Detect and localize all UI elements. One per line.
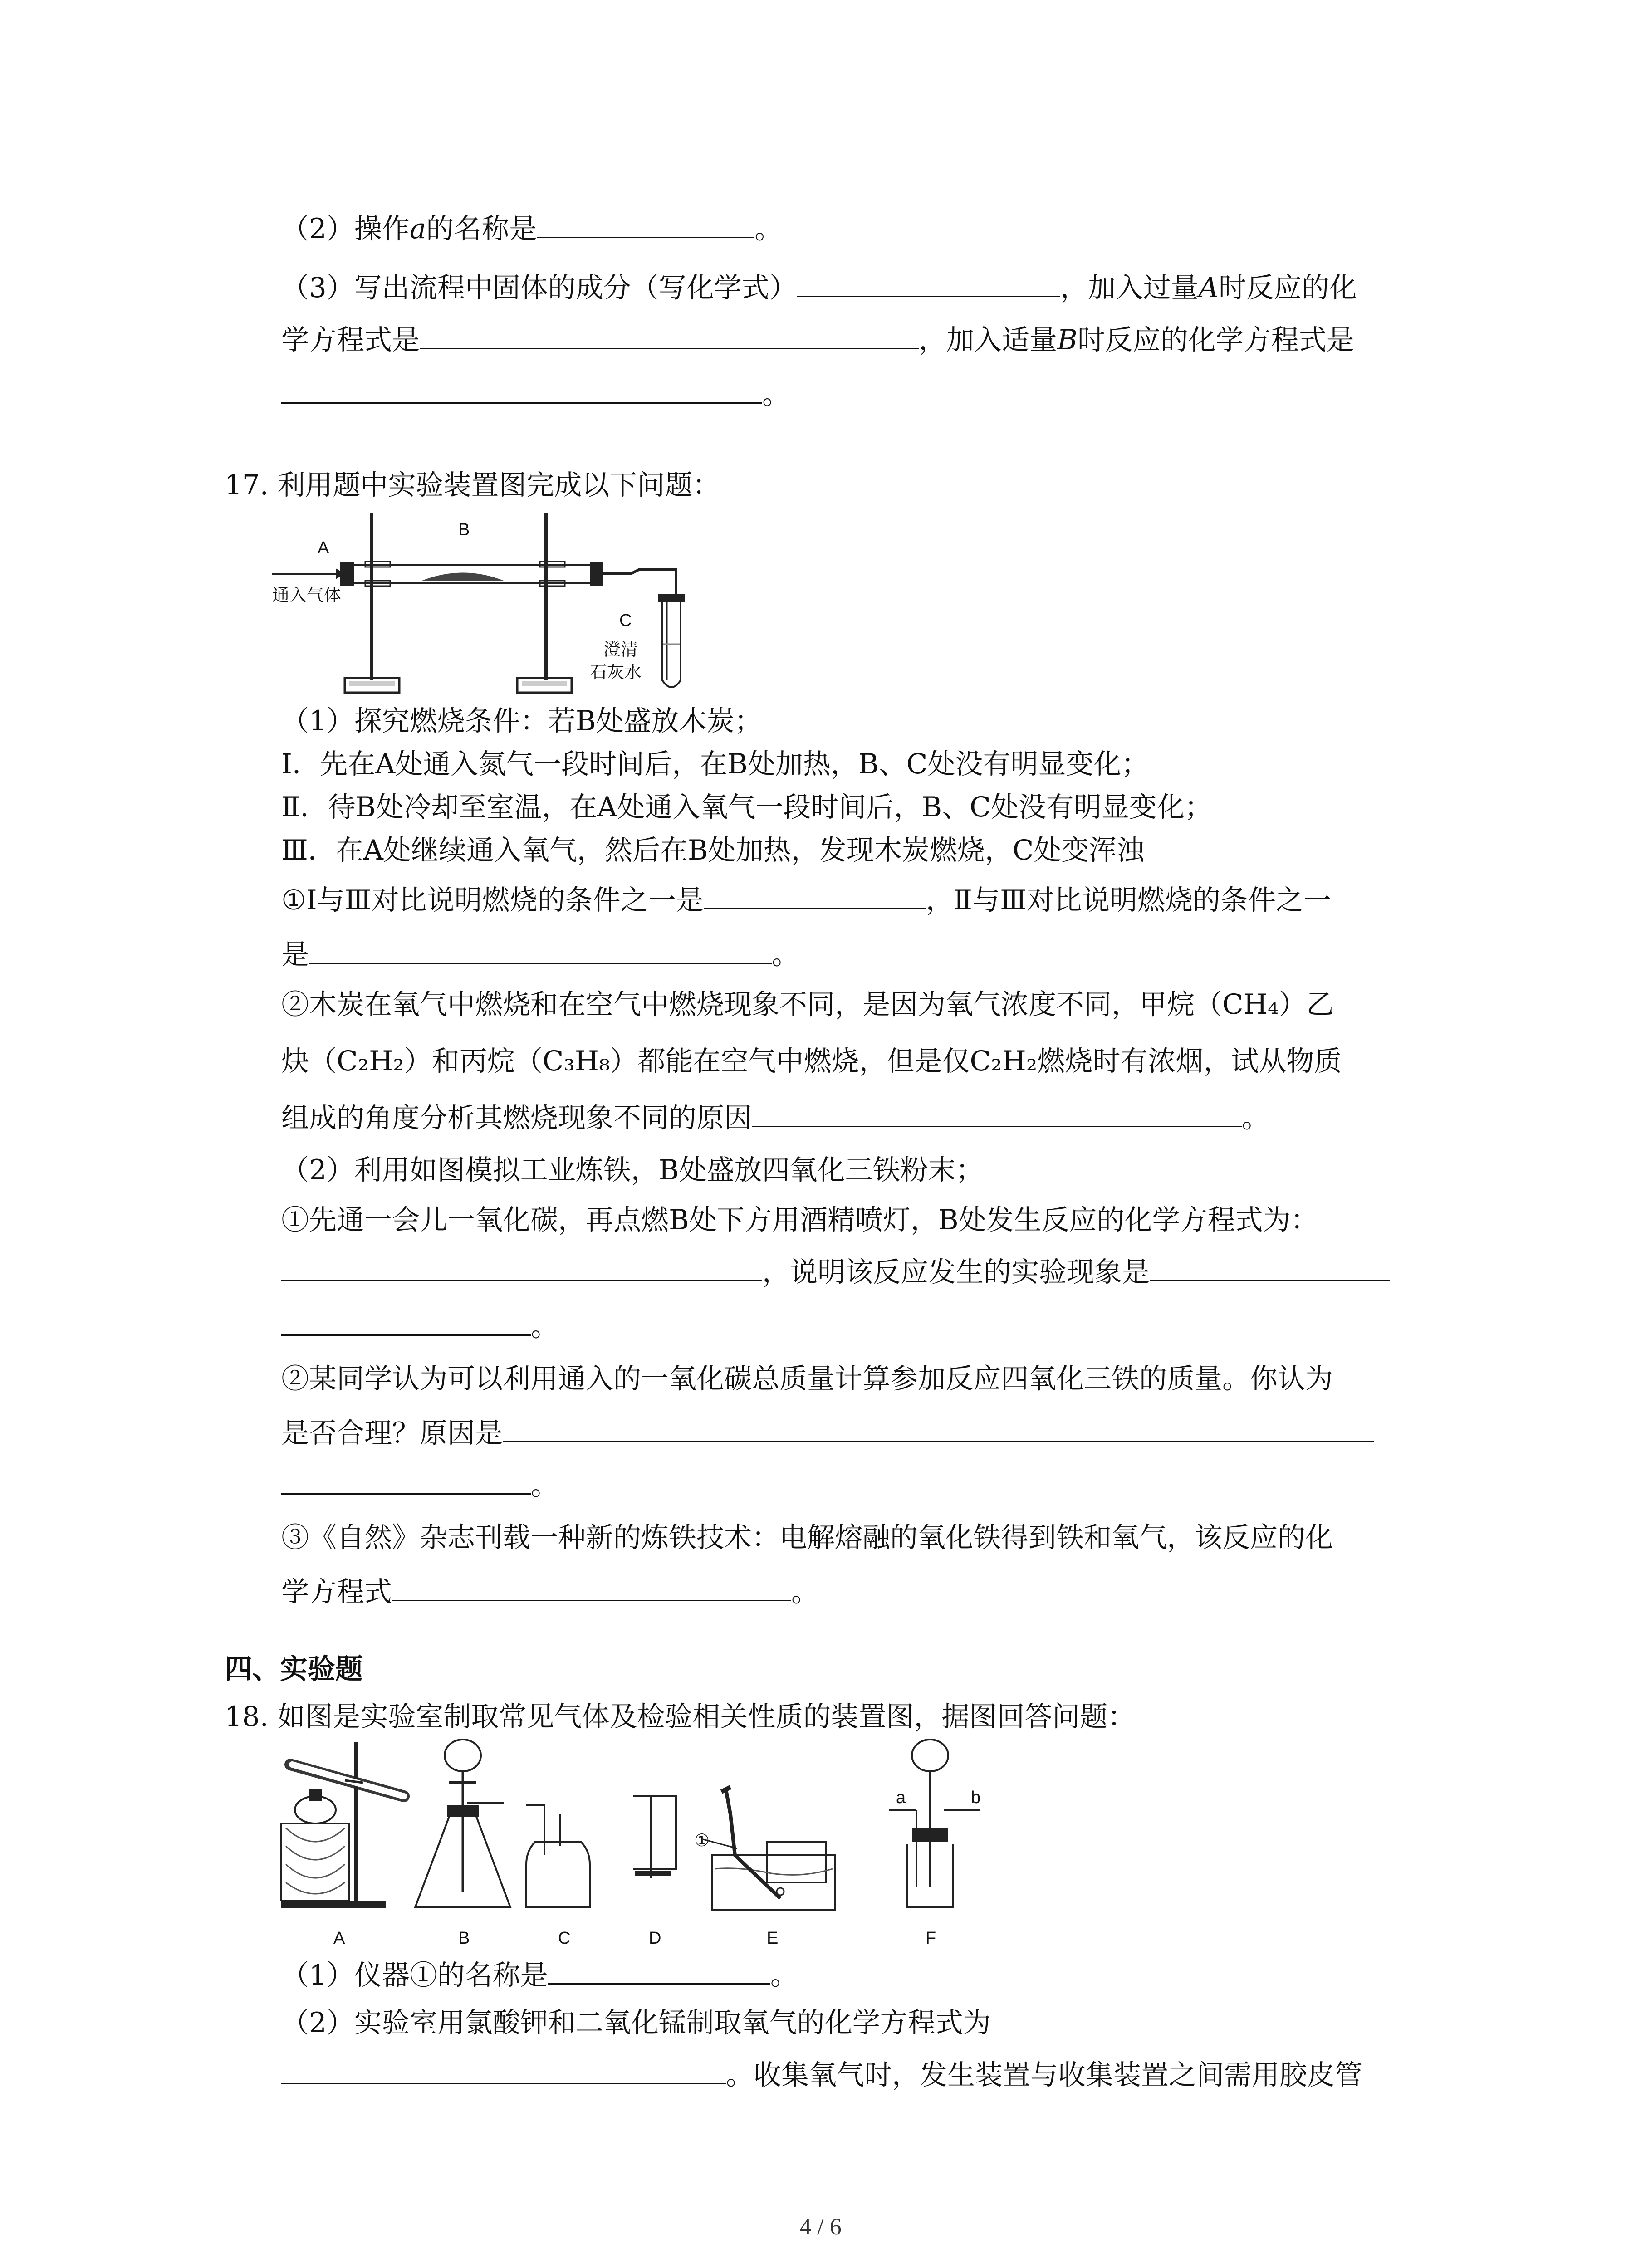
q17-step-iii: Ⅲ．在A处继续通入氧气，然后在B处加热，发现木炭燃烧，C处变浑浊 xyxy=(281,834,1145,866)
q17-q2-line1: ②木炭在氧气中燃烧和在空气中燃烧现象不同，是因为氧气浓度不同，甲烷（CH₄）乙 xyxy=(281,988,1334,1021)
answer-blank[interactable] xyxy=(537,209,754,238)
answer-blank[interactable] xyxy=(797,268,1060,297)
answer-blank[interactable] xyxy=(503,1413,1374,1442)
answer-blank[interactable] xyxy=(752,1098,1242,1127)
answer-blank[interactable] xyxy=(704,880,926,909)
q17-step-ii: Ⅱ．待B处冷却至室温，在A处通入氧气一段时间后，B、C处没有明显变化； xyxy=(281,791,1212,823)
fig-label-a: A xyxy=(333,1929,345,1948)
fig-label-f: F xyxy=(926,1929,936,1948)
fig-mark-circle1: ① xyxy=(694,1831,710,1850)
q17-stem: 17. 利用题中实验装置图完成以下问题： xyxy=(225,469,720,501)
q18-part1: （1）仪器①的名称是 。 xyxy=(281,1955,798,1994)
q17-step-i: I．先在A处通入氮气一段时间后，在B处加热，B、C处没有明显变化； xyxy=(281,748,1149,780)
answer-blank[interactable] xyxy=(309,934,772,964)
q17-part2: （2）利用如图模拟工业炼铁，B处盛放四氧化三铁粉末； xyxy=(281,1154,984,1186)
answer-blank[interactable] xyxy=(548,1955,770,1984)
fig-mark-b: b xyxy=(971,1788,981,1807)
q17-d3-line1: ③《自然》杂志刊载一种新的炼铁技术：电解熔融的氧化铁得到铁和氧气，该反应的化 xyxy=(281,1521,1333,1554)
q16-part3-line3: 。 xyxy=(281,374,790,413)
fig-label-lime1: 澄清 xyxy=(603,640,638,660)
fig-label-c: C xyxy=(619,611,632,630)
q18-part2-line2: 。收集氧气时，发生装置与收集装置之间需用胶皮管 xyxy=(281,2055,1362,2093)
answer-blank[interactable] xyxy=(281,1306,531,1336)
page-number: 4 / 6 xyxy=(799,2214,842,2240)
q17-d1-line2: ，说明该反应发生的实验现象是 xyxy=(281,1252,1390,1290)
q17-q1-line2: 是 。 xyxy=(281,934,799,973)
q17-d2-line3: 。 xyxy=(281,1465,558,1504)
answer-blank[interactable] xyxy=(420,320,919,349)
answer-blank[interactable] xyxy=(281,1252,762,1281)
fig-label-gas: 通入气体 xyxy=(272,586,342,605)
answer-blank[interactable] xyxy=(1150,1252,1390,1281)
fig-label-b: B xyxy=(458,520,470,539)
fig-mark-a: a xyxy=(896,1788,906,1807)
answer-blank[interactable] xyxy=(392,1572,791,1601)
q17-apparatus-figure xyxy=(272,508,703,703)
fig-label-c: C xyxy=(558,1929,571,1948)
q17-d1-line1: ①先通一会儿一氧化碳，再点燃B处下方用酒精喷灯，B处发生反应的化学方程式为： xyxy=(281,1204,1318,1236)
answer-blank[interactable] xyxy=(281,1465,531,1495)
q17-q2-line2: 炔（C₂H₂）和丙烷（C₃H₈）都能在空气中燃烧，但是仅C₂H₂燃烧时有浓烟，试从物质 xyxy=(281,1045,1342,1077)
q17-d2-line1: ②某同学认为可以利用通入的一氧化碳总质量计算参加反应四氧化三铁的质量。你认为 xyxy=(281,1363,1333,1395)
q18-part2-line1: （2）实验室用氯酸钾和二氧化锰制取氧气的化学方程式为 xyxy=(281,2007,991,2039)
q17-q2-line3: 组成的角度分析其燃烧现象不同的原因 。 xyxy=(281,1098,1269,1136)
fig-label-a: A xyxy=(318,538,329,557)
q16-part3-line2: 学方程式是 ，加入适量B时反应的化学方程式是 xyxy=(281,320,1354,358)
fig-label-b: B xyxy=(458,1929,470,1948)
q17-part1: （1）探究燃烧条件：若B处盛放木炭； xyxy=(281,705,762,737)
q17-d2-line2: 是否合理？原因是 xyxy=(281,1413,1374,1452)
answer-blank[interactable] xyxy=(281,2055,726,2084)
fig-label-d: D xyxy=(649,1929,661,1948)
fig-label-lime2: 石灰水 xyxy=(590,663,642,682)
q17-d1-line3: 。 xyxy=(281,1306,558,1345)
q17-d3-line2: 学方程式 。 xyxy=(281,1572,819,1610)
fig-label-e: E xyxy=(767,1929,779,1948)
answer-blank[interactable] xyxy=(281,374,762,404)
q16-part2: （2）操作a的名称是 。 xyxy=(281,209,782,247)
q16-part3-line1: （3）写出流程中固体的成分（写化学式） ，加入过量A时反应的化 xyxy=(281,268,1357,306)
section-heading: 四、实验题 xyxy=(225,1653,363,1685)
q18-apparatus-figure xyxy=(272,1737,1021,1950)
q18-stem: 18. 如图是实验室制取常见气体及检验相关性质的装置图，据图回答问题： xyxy=(225,1701,1136,1733)
q17-q1-line1: ①Ⅰ与Ⅲ对比说明燃烧的条件之一是 ，Ⅱ与Ⅲ对比说明燃烧的条件之一 xyxy=(281,880,1331,919)
